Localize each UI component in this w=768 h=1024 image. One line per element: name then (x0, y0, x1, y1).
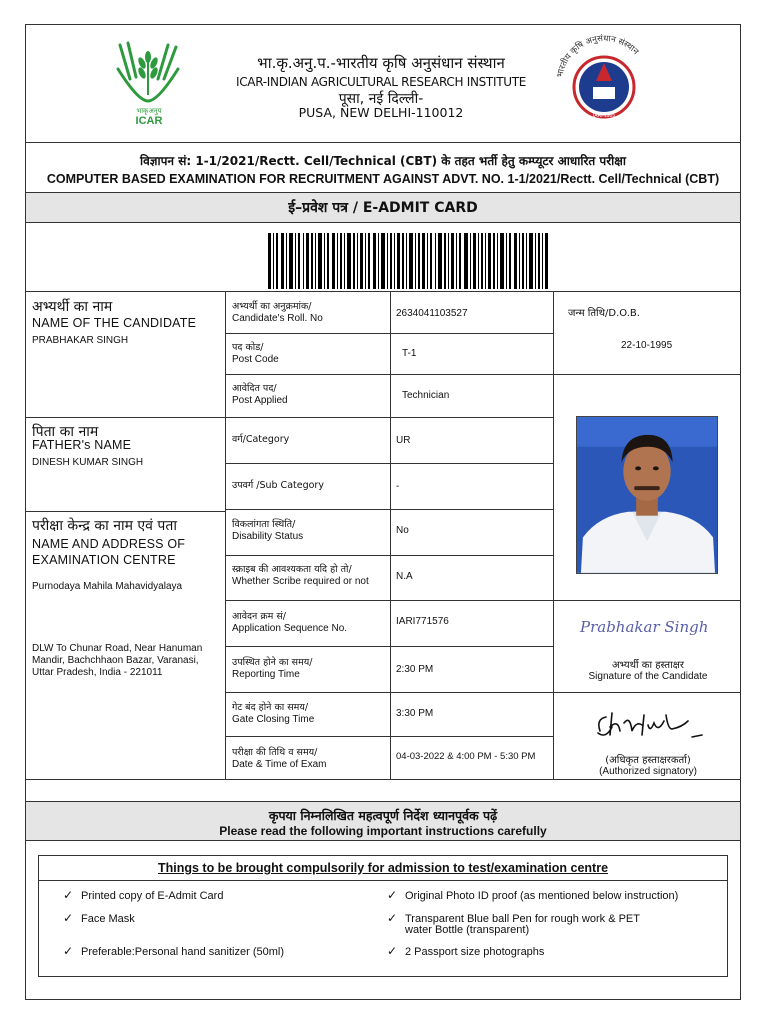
post-code-value: T-1 (402, 348, 417, 359)
icar-logo-text: ICAR (135, 115, 163, 127)
scribe-label-hindi: स्क्राइब की आवश्यकता यदि हो तो/ (232, 564, 352, 575)
items-to-bring-box (38, 855, 728, 977)
admit-card-title: ई–प्रवेश पत्र / E-ADMIT CARD (26, 192, 740, 223)
reporting-time-value: 2:30 PM (396, 664, 434, 675)
right-item-3: 2 Passport size photographs (405, 946, 545, 958)
seal-year: IARI 1905 (592, 113, 616, 119)
centre-name: Purnodaya Mahila Mahavidyalaya (32, 581, 183, 592)
roll-no-value: 2634041103527 (396, 308, 468, 319)
centre-label-line2: EXAMINATION CENTRE (32, 553, 176, 567)
gate-closing-label-hindi: गेट बंद होने का समय/ (232, 702, 309, 713)
institute-address: PUSA, NEW DELHI-110012 (298, 105, 464, 120)
institute-name-hindi: भा.कृ.अनु.प.-भारतीय कृषि अनुसंधान संस्थान (257, 54, 505, 72)
candidate-signature-label: Signature of the Candidate (588, 671, 708, 682)
barcode (268, 233, 548, 289)
instructions-heading-hindi: कृपया निम्नलिखित महत्वपूर्ण निर्देश ध्यानपूर्वक पढ़ें (268, 808, 498, 823)
disability-value: No (396, 525, 409, 536)
institute-city-hindi: पूसा, नई दिल्ली- (338, 91, 424, 107)
scribe-label: Whether Scribe required or not (232, 576, 369, 587)
admit-card (25, 24, 741, 1000)
check-icon: ✓ (387, 911, 398, 925)
exam-datetime-value: 04-03-2022 & 4:00 PM - 5:30 PM (396, 751, 536, 762)
exam-datetime-label: Date & Time of Exam (232, 759, 327, 770)
roll-no-label-hindi: अभ्यर्थी का अनुक्रमांक/ (232, 301, 312, 312)
advertisement-line (26, 144, 740, 191)
centre-address: DLW To Chunar Road, Near Hanuman Mandir, Bachchhaon Bazar, Varanasi, Uttar Pradesh, India - 221011 (32, 643, 203, 678)
authorized-signatory-label-hindi: (अधिकृत हस्ताक्षरकर्ता) (605, 755, 691, 766)
roll-no-label: Candidate's Roll. No (232, 313, 323, 324)
gate-closing-value: 3:30 PM (396, 708, 434, 719)
dob-value: 22-10-1995 (621, 340, 673, 351)
check-icon: ✓ (63, 911, 74, 925)
iari-seal-logo (548, 31, 660, 127)
centre-label-hindi: परीक्षा केन्द्र का नाम एवं पता (32, 518, 177, 534)
application-seq-label: Application Sequence No. (232, 623, 348, 634)
father-name: DINESH KUMAR SINGH (32, 457, 144, 468)
application-seq-value: IARI771576 (396, 616, 449, 627)
authorized-signatory-label: (Authorized signatory) (599, 766, 697, 777)
check-icon: ✓ (63, 888, 74, 902)
sub-category-value: - (396, 481, 400, 492)
right-item-2-cont: water Bottle (transparent) (405, 924, 530, 936)
candidate-signature (578, 613, 718, 639)
institute-name-english: ICAR-INDIAN AGRICULTURAL RESEARCH INSTITUTE (235, 75, 527, 89)
post-code-label-hindi: पद कोड/ (232, 342, 264, 353)
seal-arc-text: भारतीय कृषि अनुसंधान संस्थान (555, 33, 641, 79)
icar-logo-hindi: भाकृअनुप (136, 107, 162, 115)
sub-category-label: उपवर्ग /Sub Category (232, 480, 324, 491)
header (26, 25, 740, 143)
instructions-heading (26, 801, 740, 841)
left-item-2: Face Mask (81, 913, 135, 925)
candidate-name-label-hindi: अभ्यर्थी का नाम (32, 299, 113, 315)
right-item-2: Transparent Blue ball Pen for rough work & PET (405, 913, 640, 925)
post-applied-value: Technician (402, 390, 450, 401)
father-name-label-hindi: पिता का नाम (32, 424, 99, 440)
gate-closing-label: Gate Closing Time (232, 714, 315, 725)
centre-label-line1: NAME AND ADDRESS OF (32, 537, 186, 551)
instructions-heading-english: Please read the following important instructions carefully (219, 824, 547, 838)
post-applied-label: Post Applied (232, 395, 288, 406)
advt-hindi: विज्ञापन सं: 1-1/2021/Rectt. Cell/Technical (CBT) के तहत भर्ती हेतु कम्प्यूटर आधारित परीक्षा (140, 154, 626, 168)
disability-label-hindi: विकलांगता स्थिति/ (232, 519, 296, 530)
left-item-3: Preferable:Personal hand sanitizer (50ml) (81, 946, 284, 958)
post-code-label: Post Code (232, 354, 279, 365)
candidate-signature-text: Prabhakar Singh (580, 618, 709, 636)
items-box-title: Things to be brought compulsorily for admission to test/examination centre (39, 856, 727, 881)
candidate-photo (576, 416, 718, 574)
candidate-name-label: NAME OF THE CANDIDATE (32, 316, 197, 330)
authorized-signature (592, 709, 716, 745)
dob-label: जन्म तिथि/D.O.B. (568, 308, 640, 319)
right-item-1: Original Photo ID proof (as mentioned below instruction) (405, 890, 679, 902)
scribe-value: N.A (396, 571, 413, 582)
candidate-signature-label-hindi: अभ्यर्थी का हस्ताक्षर (612, 660, 684, 671)
application-seq-label-hindi: आवेदन क्रम सं/ (232, 611, 286, 622)
category-label: वर्ग/Category (232, 434, 290, 445)
reporting-time-label: Reporting Time (232, 669, 300, 680)
check-icon: ✓ (63, 944, 74, 958)
left-item-1: Printed copy of E-Admit Card (81, 890, 224, 902)
check-icon: ✓ (387, 888, 398, 902)
check-icon: ✓ (387, 944, 398, 958)
advt-english: COMPUTER BASED EXAMINATION FOR RECRUITMENT AGAINST ADVT. NO. 1-1/2021/Rectt. Cell/Technical (CBT) (46, 172, 720, 186)
disability-label: Disability Status (232, 531, 304, 542)
exam-datetime-label-hindi: परीक्षा की तिथि व समय/ (232, 747, 318, 758)
candidate-name: PRABHAKAR SINGH (32, 335, 129, 346)
post-applied-label-hindi: आवेदित पद/ (232, 383, 277, 394)
reporting-time-label-hindi: उपस्थित होने का समय/ (232, 657, 313, 668)
category-value: UR (396, 435, 411, 446)
father-name-label: FATHER's NAME (32, 438, 132, 452)
